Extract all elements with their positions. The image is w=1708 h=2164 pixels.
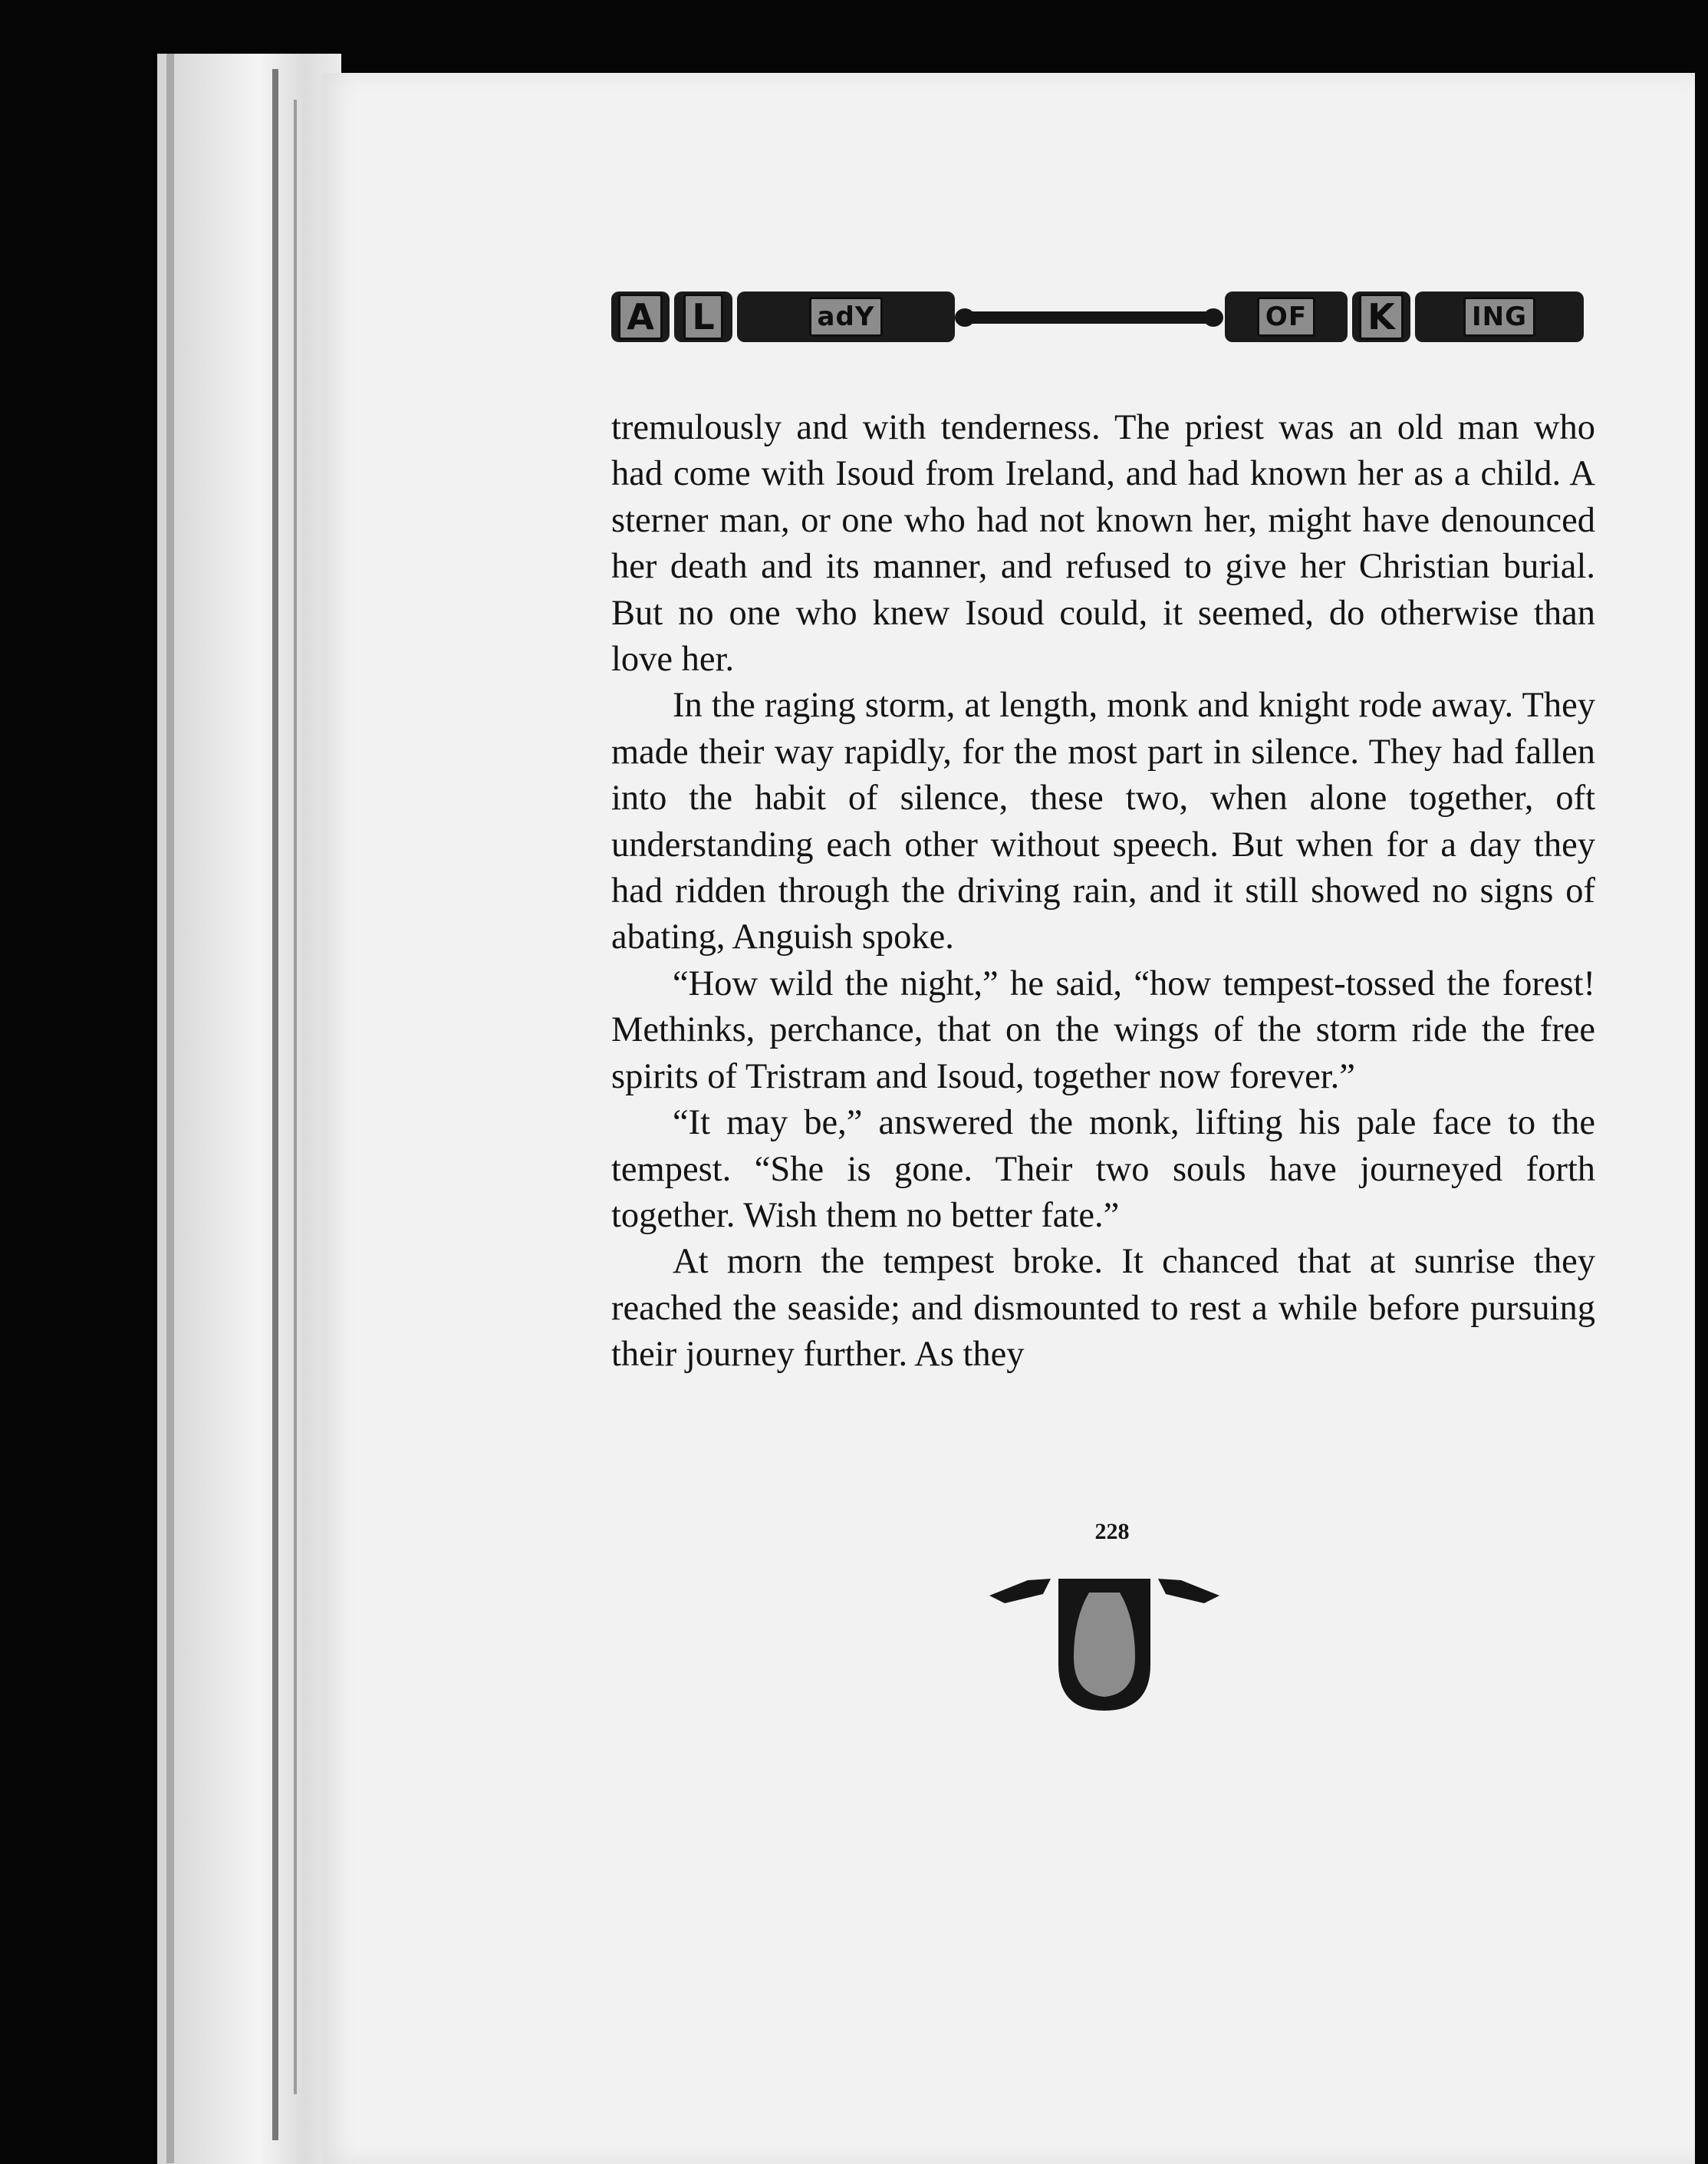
running-header xyxy=(611,285,1585,354)
paragraph: “It may be,” answered the monk, lifting his pale face to the tempest. “She is gone. Their two souls have journeyed forth together. Wish them no better fate.” xyxy=(611,1103,1595,1235)
header-letter-box xyxy=(1352,291,1410,342)
header-word: OF xyxy=(1257,297,1315,337)
paragraph: tremulously and with tenderness. The priest was an old man who had come with Isoud from Ireland, and had known her as a child. A sterner man, or one who had not known her, might have denounced her death and its manner, and refused to give her Christian burial. But no one who knew Isoud could, it seemed, do otherwise than love her. xyxy=(611,408,1595,680)
paragraph: “How wild the night,” he said, “how tempest-tossed the forest! Methinks, perchance, that on the wings of the storm ride the free spirits of Tristram and Isoud, together now forever.” xyxy=(611,963,1595,1096)
header-letter-box xyxy=(611,291,670,342)
page-number: 228 xyxy=(1094,1519,1130,1544)
header-rule xyxy=(966,311,1212,324)
header-word: ING xyxy=(1463,297,1535,337)
header-rule-end xyxy=(1203,308,1223,327)
header-word: A xyxy=(618,294,663,340)
paragraph: In the raging storm, at length, monk and knight rode away. They made their way rapidly, for the most part in silence. They had fallen into the habit of silence, these two, when alone together, oft understanding each other without speech. But when for a day they had ridden through the driving rain, and it still showed no signs of abating, Anguish spoke. xyxy=(611,686,1595,957)
header-letter-box xyxy=(1225,291,1348,342)
header-letter-box xyxy=(737,291,955,342)
header-word: adY xyxy=(809,297,884,337)
shield-ornament-icon xyxy=(982,1565,1227,1718)
book-binding-edge xyxy=(157,54,341,2164)
header-letter-box xyxy=(1415,291,1584,342)
header-word: K xyxy=(1359,294,1404,340)
header-letter-box xyxy=(674,291,732,342)
paragraph: At morn the tempest broke. It chanced that at sunrise they reached the seaside; and dismounted to rest a while before pursuing their journey further. As they xyxy=(611,1242,1595,1375)
header-word: L xyxy=(683,294,722,340)
body-text xyxy=(611,405,1595,1378)
